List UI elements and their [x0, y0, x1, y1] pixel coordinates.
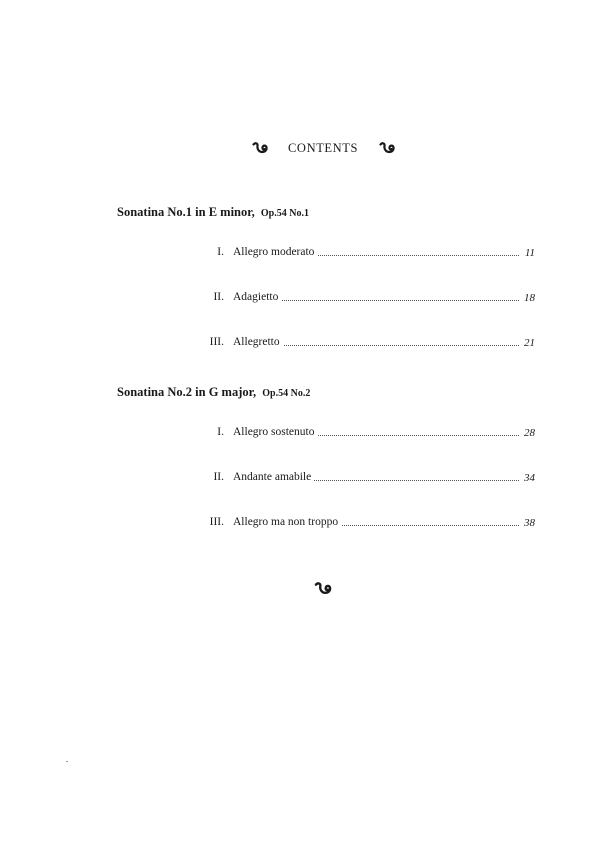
- movement-name: Adagietto: [233, 291, 281, 303]
- swirl-ornament-icon: [252, 142, 268, 154]
- section-title: Sonatina No.2 in G major,: [117, 385, 257, 399]
- section-heading: [117, 385, 310, 400]
- movement-number: I.: [217, 246, 224, 258]
- toc-entry[interactable]: [200, 426, 535, 442]
- section-title: Sonatina No.1 in E minor,: [117, 205, 255, 219]
- page-number: 18: [524, 292, 535, 304]
- page-number: 34: [524, 472, 535, 484]
- page-number: 38: [524, 517, 535, 529]
- page-number: 11: [524, 247, 535, 259]
- toc-entry[interactable]: [200, 336, 535, 352]
- movement-name: Allegro moderato: [233, 246, 317, 258]
- section-opus: Op.54 No.1: [260, 208, 309, 219]
- movement-name: Andante amabile: [233, 471, 314, 483]
- movement-number: II.: [213, 291, 224, 303]
- swirl-ornament-icon: [379, 142, 395, 154]
- section-heading: [117, 205, 309, 220]
- contents-header: [0, 138, 601, 158]
- toc-entry[interactable]: [200, 516, 535, 532]
- toc-entry[interactable]: [200, 291, 535, 307]
- movement-number: III.: [209, 516, 224, 528]
- print-speck: [66, 761, 68, 762]
- page-number: 28: [524, 427, 535, 439]
- movement-name: Allegro ma non troppo: [233, 516, 341, 528]
- section-opus: Op.54 No.2: [262, 388, 311, 399]
- movement-name: Allegretto: [233, 336, 283, 348]
- swirl-ornament-icon: [314, 582, 332, 595]
- page-title: CONTENTS: [288, 141, 359, 155]
- movement-name: Allegro sostenuto: [233, 426, 317, 438]
- toc-entry[interactable]: [200, 471, 535, 487]
- page-number: 21: [524, 337, 535, 349]
- movement-number: II.: [213, 471, 224, 483]
- toc-entry[interactable]: [200, 246, 535, 262]
- movement-number: III.: [209, 336, 224, 348]
- movement-number: I.: [217, 426, 224, 438]
